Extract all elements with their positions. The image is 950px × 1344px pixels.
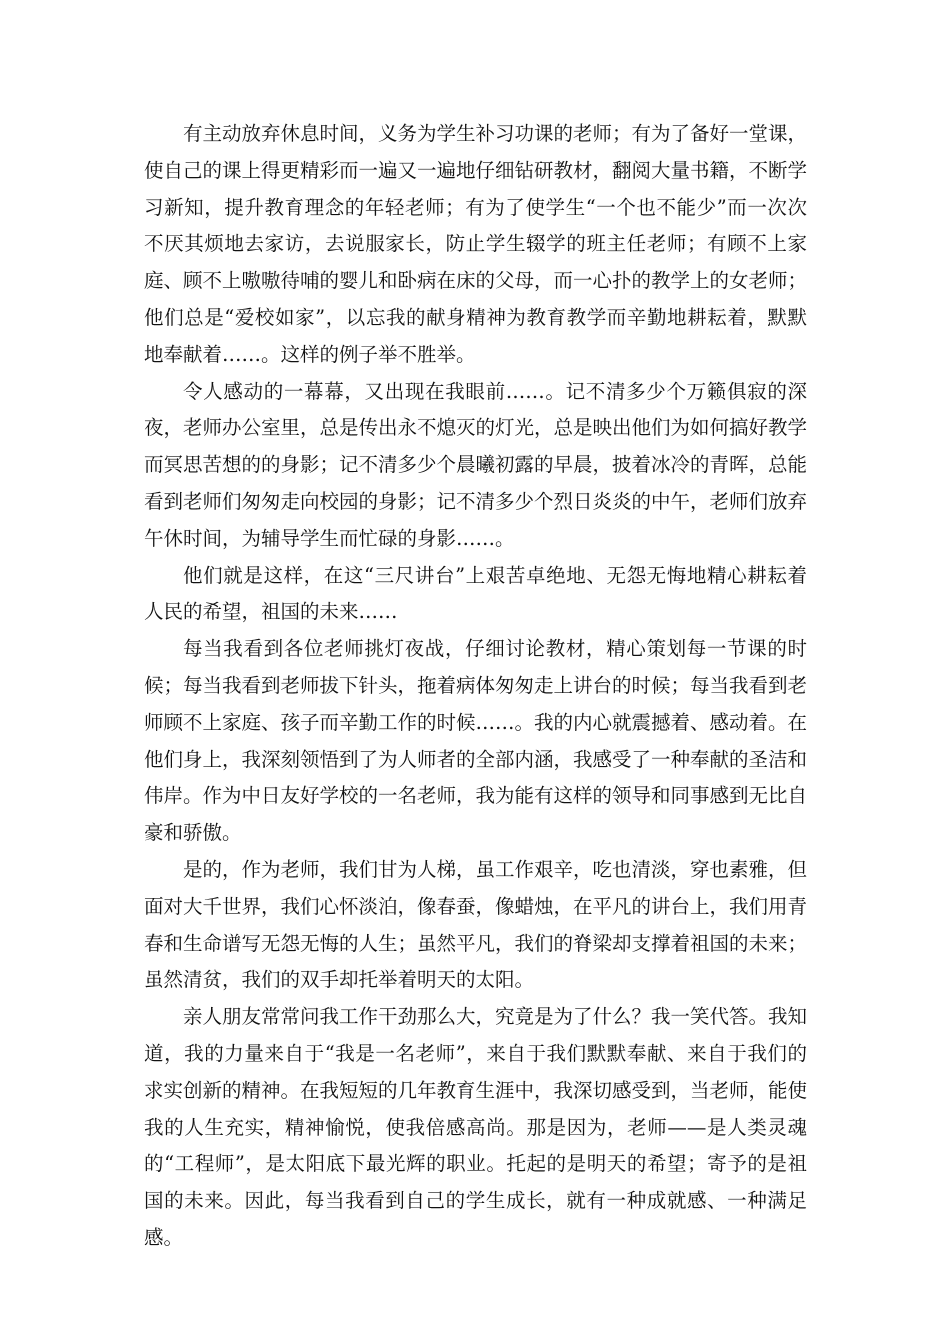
paragraph-5: 是的，作为老师，我们甘为人梯，虽工作艰辛，吃也清淡，穿也素雅，但面对大千世界，我们心怀淡泊，像春蚕，像蜡烛，在平凡的讲台上，我们用青春和生命谱写无怨无悔的人生；虽然平凡，我们的脊梁却支撑着祖国的未来；虽然清贫，我们的双手却托举着明天的太阳。 bbox=[144, 857, 808, 992]
paragraph-6: 亲人朋友常常问我工作干劲那么大，究竟是为了什么？我一笑代答。我知道，我的力量来自于“我是一名老师”，来自于我们默默奉献、来自于我们的求实创新的精神。在我短短的几年教育生涯中，我深切感受到，当老师，能使我的人生充实，精神愉悦，使我倍感高尚。那是因为，老师——是人类灵魂的“工程师”，是太阳底下最光辉的职业。托起的是明天的希望；寄予的是祖国的未来。因此，每当我看到自己的学生成长，就有一种成就感、一种满足感。 bbox=[144, 1005, 808, 1249]
paragraph-1: 有主动放弃休息时间，义务为学生补习功课的老师；有为了备好一堂课，使自己的课上得更精彩而一遍又一遍地仔细钻研教材，翻阅大量书籍，不断学习新知，提升教育理念的年轻老师；有为了使学生“一个也不能少”而一次次不厌其烦地去家访，去说服家长，防止学生辍学的班主任老师；有顾不上家庭、顾不上嗷嗷待哺的婴儿和卧病在床的父母，而一心扑的教学上的女老师；他们总是“爱校如家”，以忘我的献身精神为教育教学而辛勤地耕耘着，默默地奉献着……。这样的例子举不胜举。 bbox=[144, 122, 808, 366]
paragraph-3: 他们就是这样，在这“三尺讲台”上艰苦卓绝地、无怨无悔地精心耕耘着人民的希望，祖国的未来…… bbox=[144, 563, 807, 624]
paragraph-4: 每当我看到各位老师挑灯夜战，仔细讨论教材，精心策划每一节课的时候；每当我看到老师拔下针头，拖着病体匆匆走上讲台的时候；每当我看到老师顾不上家庭、孩子而辛勤工作的时候……。我的内心就震撼着、感动着。在他们身上，我深刻领悟到了为人师者的全部内涵，我感受了一种奉献的圣洁和伟岸。作为中日友好学校的一名老师，我为能有这样的领导和同事感到无比自豪和骄傲。 bbox=[144, 637, 808, 845]
body-text bbox=[144, 116, 807, 1257]
paragraph-2: 令人感动的一幕幕，又出现在我眼前……。记不清多少个万籁俱寂的深夜，老师办公室里，总是传出永不熄灭的灯光，总是映出他们为如何搞好教学而冥思苦想的的身影；记不清多少个晨曦初露的早晨，披着冰冷的青晖，总能看到老师们匆匆走向校园的身影；记不清多少个烈日炎炎的中午，老师们放弃午休时间，为辅导学生而忙碌的身影……。 bbox=[144, 379, 808, 550]
